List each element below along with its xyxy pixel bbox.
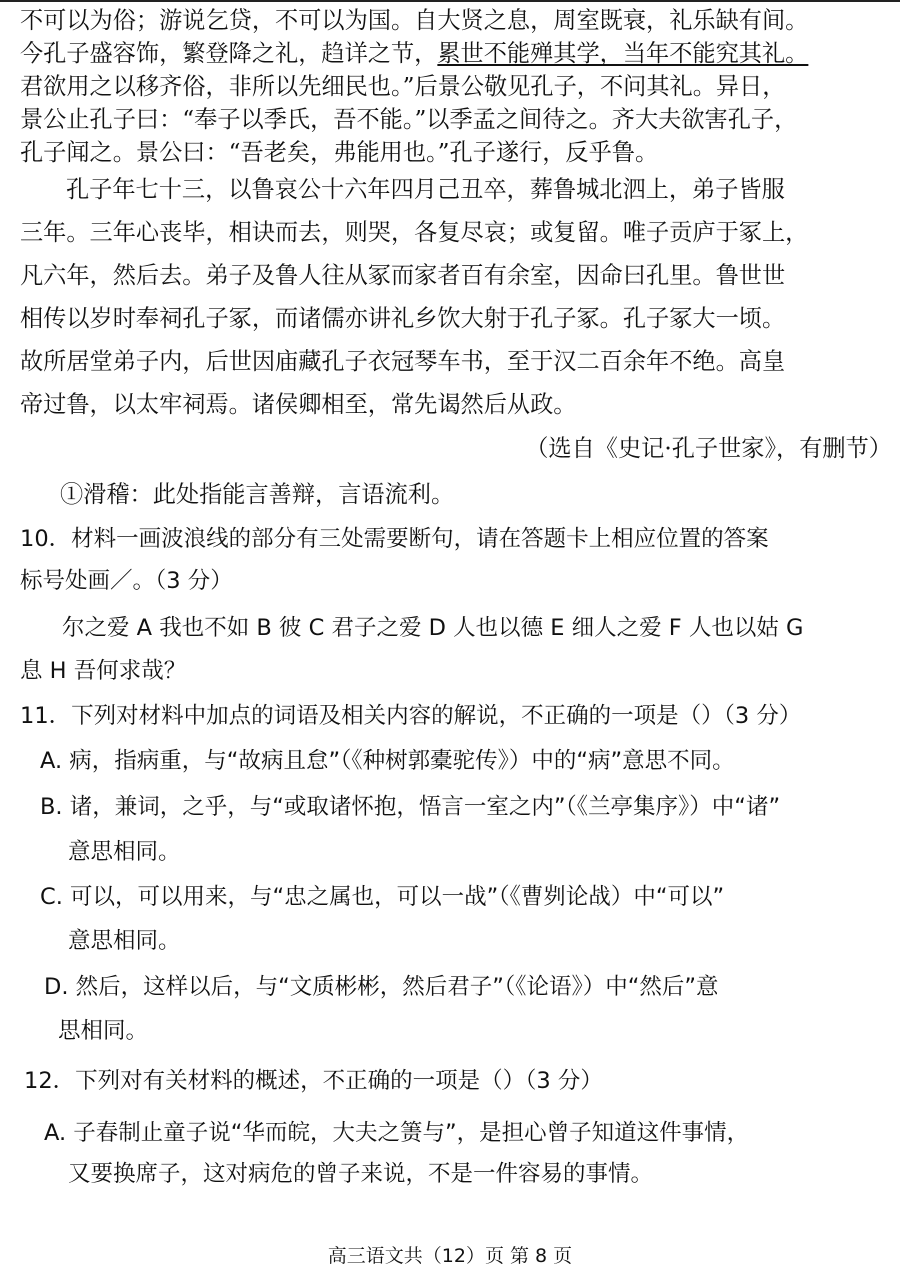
punctuation-text: 息 H 吾何求哉？ [20, 658, 187, 684]
footnote: ①滑稽：此处指能言善辩，言语流利。 [60, 481, 455, 508]
option-c: C. 可以，可以用来，与“忠之属也，可以一战”（《曹刿论战）中“可以” [40, 884, 725, 910]
option-a: A. 子春制止童子说“华而皖，大夫之箦与”，是担心曾子知道这件事情， [44, 1120, 750, 1146]
passage-line: 景公止孔子曰：“奉子以季氏，吾不能。”以季孟之间待之。齐大夫欲害孔子， [20, 106, 798, 133]
passage-line: 君欲用之以移齐俗，非所以先细民也。”后景公敬见孔子，不问其礼。异日， [20, 73, 786, 100]
top-border-rule [0, 0, 900, 2]
option-b-cont: 意思相同。 [68, 839, 181, 865]
passage-line: 相传以岁时奉祠孔子冢，而诸儒亦讲礼乡饮大射于孔子冢。孔子冢大一顷。 [20, 305, 786, 332]
punctuation-text: 尔之爱 A 我也不如 B 彼 C 君子之爱 D 人也以德 E 细人之爱 F 人也以姑 G [62, 615, 804, 641]
question-stem: 10．材料一画波浪线的部分有三处需要断句，请在答题卡上相应位置的答案 [20, 526, 769, 552]
passage-line [20, 39, 808, 69]
source-citation: （选自《史记·孔子世家》，有删节） [525, 435, 892, 462]
option-c-cont: 意思相同。 [68, 928, 181, 954]
passage-line: 孔子闻之。景公曰：“吾老矣，弗能用也。”孔子遂行，反乎鲁。 [20, 139, 659, 166]
option-a: A. 病，指病重，与“故病且怠”（《种树郭橐驼传》）中的“病”意思不同。 [40, 748, 735, 774]
passage-line: 故所居堂弟子内，后世因庙藏孔子衣冠琴车书，至于汉二百余年不绝。高皇 [20, 348, 786, 375]
passage-line: 三年。三年心丧毕，相诀而去，则哭，各复尽哀；或复留。唯子贡庐于冢上， [20, 219, 809, 246]
passage-line: 孔子年七十三，以鲁哀公十六年四月己丑卒，葬鲁城北泗上，弟子皆服 [66, 176, 785, 203]
question-stem: 12．下列对有关材料的概述，不正确的一项是（）（3 分） [24, 1068, 603, 1094]
passage-line: 帝过鲁，以太牢祠焉。诸侯卿相至，常先谒然后从政。 [20, 391, 577, 418]
option-b: B. 诸，兼词，之乎，与“或取诸怀抱，悟言一室之内”（《兰亭集序》）中“诸” [40, 794, 781, 820]
passage-line: 凡六年，然后去。弟子及鲁人往从冢而家者百有余室，因命曰孔里。鲁世世 [20, 262, 786, 289]
option-d: D. 然后，这样以后，与“文质彬彬，然后君子”（《论语》）中“然后”意 [44, 974, 719, 1000]
wavy-underlined-phrase: 累世不能殚其学，当年不能究其礼。 [437, 40, 809, 67]
passage-line-plain: 今孔子盛容饰，繁登降之礼，趋详之节， [20, 40, 438, 67]
page-footer: 高三语文共（12）页 第 8 页 [327, 1245, 573, 1267]
passage-line: 不可以为俗；游说乞贷，不可以为国。自大贤之息，周室既衰，礼乐缺有间。 [20, 7, 809, 34]
question-stem: 标号处画／。（3 分） [20, 568, 233, 594]
option-a-cont: 又要换席子，这对病危的曾子来说，不是一件容易的事情。 [68, 1161, 654, 1187]
question-stem: 11．下列对材料中加点的词语及相关内容的解说，不正确的一项是（）（3 分） [20, 703, 802, 729]
option-d-cont: 思相同。 [58, 1018, 149, 1044]
